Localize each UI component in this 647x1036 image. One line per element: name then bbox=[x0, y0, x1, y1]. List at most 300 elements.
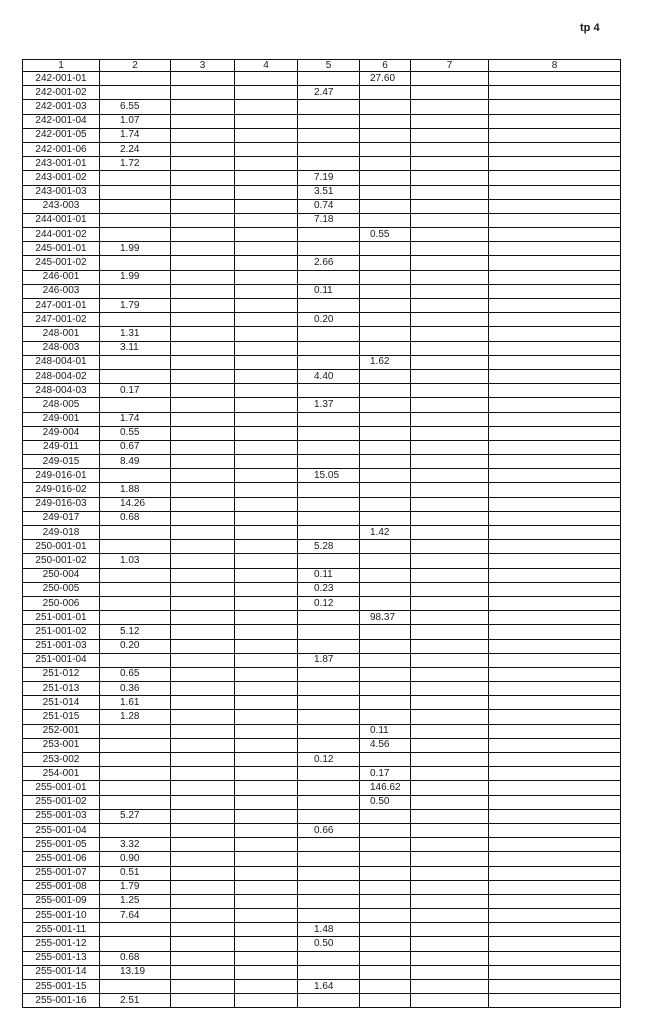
value-cell: 0.65 bbox=[100, 667, 171, 681]
value-cell: 0.23 bbox=[298, 582, 360, 596]
value-cell bbox=[489, 625, 621, 639]
value-cell bbox=[235, 228, 298, 242]
row-code-cell: 245-001-01 bbox=[23, 242, 100, 256]
value-cell bbox=[411, 526, 489, 540]
value-cell bbox=[489, 994, 621, 1008]
value-cell bbox=[360, 838, 411, 852]
value-cell bbox=[298, 611, 360, 625]
value-cell bbox=[360, 455, 411, 469]
value-cell bbox=[235, 923, 298, 937]
row-code-cell: 252-001 bbox=[23, 724, 100, 738]
value-cell bbox=[411, 823, 489, 837]
value-cell bbox=[360, 440, 411, 454]
value-cell bbox=[171, 838, 235, 852]
value-cell: 0.67 bbox=[100, 440, 171, 454]
value-cell bbox=[100, 526, 171, 540]
row-code-cell: 255-001-16 bbox=[23, 994, 100, 1008]
value-cell bbox=[298, 767, 360, 781]
value-cell bbox=[360, 696, 411, 710]
value-cell bbox=[489, 866, 621, 880]
value-cell bbox=[100, 72, 171, 86]
table-row bbox=[23, 937, 621, 951]
value-cell bbox=[298, 852, 360, 866]
value-cell bbox=[360, 653, 411, 667]
value-cell: 0.17 bbox=[100, 384, 171, 398]
table-row bbox=[23, 384, 621, 398]
value-cell bbox=[411, 994, 489, 1008]
value-cell bbox=[235, 526, 298, 540]
value-cell bbox=[411, 696, 489, 710]
value-cell bbox=[235, 951, 298, 965]
value-cell bbox=[360, 511, 411, 525]
value-cell: 0.20 bbox=[298, 313, 360, 327]
value-cell bbox=[100, 767, 171, 781]
value-cell bbox=[411, 440, 489, 454]
value-cell bbox=[411, 923, 489, 937]
value-cell bbox=[489, 313, 621, 327]
value-cell bbox=[360, 327, 411, 341]
row-code-cell: 243-001-02 bbox=[23, 171, 100, 185]
value-cell bbox=[360, 880, 411, 894]
value-cell bbox=[235, 171, 298, 185]
value-cell bbox=[235, 341, 298, 355]
row-code-cell: 242-001-04 bbox=[23, 114, 100, 128]
row-code-cell: 243-001-03 bbox=[23, 185, 100, 199]
value-cell bbox=[171, 809, 235, 823]
table-row bbox=[23, 355, 621, 369]
value-cell: 13.19 bbox=[100, 965, 171, 979]
row-code-cell: 251-001-04 bbox=[23, 653, 100, 667]
value-cell bbox=[411, 256, 489, 270]
value-cell bbox=[171, 923, 235, 937]
value-cell bbox=[489, 142, 621, 156]
value-cell bbox=[171, 682, 235, 696]
row-code-cell: 242-001-03 bbox=[23, 100, 100, 114]
value-cell: 0.12 bbox=[298, 753, 360, 767]
row-code-cell: 255-001-01 bbox=[23, 781, 100, 795]
table-row bbox=[23, 398, 621, 412]
value-cell: 0.50 bbox=[298, 937, 360, 951]
value-cell bbox=[298, 682, 360, 696]
table-row bbox=[23, 753, 621, 767]
table-row bbox=[23, 625, 621, 639]
value-cell bbox=[489, 696, 621, 710]
table-row bbox=[23, 256, 621, 270]
value-cell: 98.37 bbox=[360, 611, 411, 625]
value-cell: 8.49 bbox=[100, 455, 171, 469]
value-cell bbox=[171, 540, 235, 554]
value-cell bbox=[171, 795, 235, 809]
value-cell bbox=[171, 469, 235, 483]
value-cell bbox=[171, 767, 235, 781]
value-cell bbox=[100, 753, 171, 767]
value-cell bbox=[360, 980, 411, 994]
value-cell bbox=[298, 838, 360, 852]
value-cell bbox=[411, 909, 489, 923]
value-cell bbox=[298, 554, 360, 568]
value-cell bbox=[360, 284, 411, 298]
value-cell bbox=[235, 185, 298, 199]
value-cell bbox=[360, 937, 411, 951]
row-code-cell: 250-001-01 bbox=[23, 540, 100, 554]
table-row bbox=[23, 171, 621, 185]
row-code-cell: 255-001-09 bbox=[23, 894, 100, 908]
column-header: 8 bbox=[489, 60, 621, 72]
value-cell bbox=[171, 213, 235, 227]
table-row bbox=[23, 185, 621, 199]
value-cell bbox=[298, 625, 360, 639]
value-cell bbox=[235, 611, 298, 625]
row-code-cell: 242-001-01 bbox=[23, 72, 100, 86]
value-cell bbox=[171, 667, 235, 681]
value-cell bbox=[298, 128, 360, 142]
table-row bbox=[23, 923, 621, 937]
table-row bbox=[23, 781, 621, 795]
row-code-cell: 249-001 bbox=[23, 412, 100, 426]
value-cell bbox=[411, 753, 489, 767]
column-header: 3 bbox=[171, 60, 235, 72]
row-code-cell: 243-001-01 bbox=[23, 157, 100, 171]
value-cell bbox=[411, 880, 489, 894]
value-cell bbox=[360, 497, 411, 511]
value-cell bbox=[171, 142, 235, 156]
table-body bbox=[23, 72, 621, 1008]
value-cell bbox=[489, 114, 621, 128]
value-cell: 4.40 bbox=[298, 369, 360, 383]
value-cell bbox=[171, 738, 235, 752]
value-cell bbox=[489, 526, 621, 540]
value-cell bbox=[489, 540, 621, 554]
value-cell bbox=[235, 823, 298, 837]
value-cell bbox=[298, 781, 360, 795]
value-cell bbox=[489, 738, 621, 752]
row-code-cell: 251-001-03 bbox=[23, 639, 100, 653]
table-row bbox=[23, 696, 621, 710]
value-cell bbox=[171, 369, 235, 383]
value-cell bbox=[171, 909, 235, 923]
value-cell bbox=[360, 426, 411, 440]
value-cell bbox=[411, 582, 489, 596]
value-cell bbox=[235, 980, 298, 994]
value-cell bbox=[489, 682, 621, 696]
table-row bbox=[23, 483, 621, 497]
table-row bbox=[23, 157, 621, 171]
row-code-cell: 255-001-14 bbox=[23, 965, 100, 979]
value-cell bbox=[298, 440, 360, 454]
value-cell bbox=[235, 894, 298, 908]
value-cell: 0.11 bbox=[298, 284, 360, 298]
row-code-cell: 249-011 bbox=[23, 440, 100, 454]
row-code-cell: 255-001-13 bbox=[23, 951, 100, 965]
value-cell bbox=[171, 823, 235, 837]
value-cell: 1.79 bbox=[100, 299, 171, 313]
table-row bbox=[23, 980, 621, 994]
value-cell bbox=[489, 426, 621, 440]
row-code-cell: 255-001-04 bbox=[23, 823, 100, 837]
value-cell bbox=[171, 866, 235, 880]
value-cell bbox=[235, 795, 298, 809]
row-code-cell: 251-012 bbox=[23, 667, 100, 681]
value-cell bbox=[360, 568, 411, 582]
table-row bbox=[23, 511, 621, 525]
value-cell: 1.31 bbox=[100, 327, 171, 341]
value-cell bbox=[411, 384, 489, 398]
value-cell bbox=[298, 526, 360, 540]
value-cell: 0.11 bbox=[298, 568, 360, 582]
value-cell bbox=[489, 767, 621, 781]
value-cell bbox=[235, 540, 298, 554]
value-cell bbox=[360, 809, 411, 823]
value-cell bbox=[171, 753, 235, 767]
value-cell bbox=[298, 894, 360, 908]
value-cell bbox=[411, 511, 489, 525]
value-cell bbox=[360, 270, 411, 284]
table-row bbox=[23, 611, 621, 625]
value-cell bbox=[489, 980, 621, 994]
value-cell bbox=[411, 313, 489, 327]
value-cell bbox=[411, 327, 489, 341]
value-cell: 0.74 bbox=[298, 199, 360, 213]
row-code-cell: 246-003 bbox=[23, 284, 100, 298]
row-code-cell: 251-014 bbox=[23, 696, 100, 710]
row-code-cell: 250-006 bbox=[23, 596, 100, 610]
row-code-cell: 242-001-06 bbox=[23, 142, 100, 156]
value-cell bbox=[360, 100, 411, 114]
value-cell bbox=[411, 937, 489, 951]
value-cell bbox=[171, 951, 235, 965]
value-cell bbox=[489, 355, 621, 369]
value-cell bbox=[411, 682, 489, 696]
value-cell bbox=[360, 341, 411, 355]
value-cell bbox=[171, 994, 235, 1008]
value-cell bbox=[235, 625, 298, 639]
row-code-cell: 251-013 bbox=[23, 682, 100, 696]
value-cell bbox=[298, 299, 360, 313]
table-row bbox=[23, 213, 621, 227]
value-cell bbox=[411, 355, 489, 369]
value-cell bbox=[411, 866, 489, 880]
value-cell: 1.88 bbox=[100, 483, 171, 497]
value-cell bbox=[411, 114, 489, 128]
value-cell bbox=[489, 582, 621, 596]
table-row bbox=[23, 909, 621, 923]
value-cell bbox=[100, 228, 171, 242]
value-cell bbox=[100, 86, 171, 100]
value-cell bbox=[489, 100, 621, 114]
value-cell: 6.55 bbox=[100, 100, 171, 114]
row-code-cell: 255-001-10 bbox=[23, 909, 100, 923]
row-code-cell: 248-004-01 bbox=[23, 355, 100, 369]
value-cell bbox=[489, 611, 621, 625]
value-cell bbox=[489, 242, 621, 256]
value-cell bbox=[235, 653, 298, 667]
value-cell: 0.20 bbox=[100, 639, 171, 653]
value-cell bbox=[411, 412, 489, 426]
value-cell bbox=[489, 809, 621, 823]
value-cell: 1.79 bbox=[100, 880, 171, 894]
value-cell bbox=[489, 369, 621, 383]
value-cell bbox=[298, 228, 360, 242]
value-cell bbox=[100, 284, 171, 298]
value-cell bbox=[489, 894, 621, 908]
value-cell bbox=[411, 142, 489, 156]
value-cell: 1.25 bbox=[100, 894, 171, 908]
table-row bbox=[23, 852, 621, 866]
table-row bbox=[23, 738, 621, 752]
table-row bbox=[23, 341, 621, 355]
value-cell bbox=[235, 355, 298, 369]
value-cell bbox=[489, 753, 621, 767]
value-cell bbox=[298, 809, 360, 823]
value-cell: 1.48 bbox=[298, 923, 360, 937]
value-cell bbox=[360, 369, 411, 383]
value-cell bbox=[360, 213, 411, 227]
value-cell bbox=[360, 483, 411, 497]
value-cell bbox=[489, 568, 621, 582]
value-cell bbox=[360, 242, 411, 256]
value-cell bbox=[298, 242, 360, 256]
value-cell bbox=[171, 412, 235, 426]
value-cell bbox=[235, 440, 298, 454]
table-row bbox=[23, 128, 621, 142]
row-code-cell: 244-001-02 bbox=[23, 228, 100, 242]
value-cell bbox=[411, 341, 489, 355]
value-cell bbox=[489, 795, 621, 809]
value-cell bbox=[171, 483, 235, 497]
row-code-cell: 255-001-08 bbox=[23, 880, 100, 894]
value-cell bbox=[235, 469, 298, 483]
table-row bbox=[23, 866, 621, 880]
value-cell bbox=[298, 412, 360, 426]
row-code-cell: 251-001-02 bbox=[23, 625, 100, 639]
row-code-cell: 249-016-03 bbox=[23, 497, 100, 511]
value-cell bbox=[360, 753, 411, 767]
value-cell bbox=[360, 823, 411, 837]
value-cell bbox=[489, 724, 621, 738]
value-cell bbox=[171, 256, 235, 270]
value-cell bbox=[489, 554, 621, 568]
value-cell bbox=[235, 256, 298, 270]
value-cell: 7.18 bbox=[298, 213, 360, 227]
value-cell bbox=[171, 185, 235, 199]
value-cell bbox=[411, 100, 489, 114]
table-row bbox=[23, 412, 621, 426]
value-cell bbox=[360, 185, 411, 199]
table-row bbox=[23, 965, 621, 979]
table-row bbox=[23, 795, 621, 809]
table-row bbox=[23, 72, 621, 86]
value-cell bbox=[411, 299, 489, 313]
row-code-cell: 249-016-01 bbox=[23, 469, 100, 483]
value-cell bbox=[360, 384, 411, 398]
value-cell bbox=[489, 86, 621, 100]
value-cell bbox=[360, 171, 411, 185]
row-code-cell: 248-001 bbox=[23, 327, 100, 341]
table-row bbox=[23, 710, 621, 724]
value-cell bbox=[171, 384, 235, 398]
value-cell bbox=[100, 781, 171, 795]
table-header-row bbox=[23, 60, 621, 72]
value-cell bbox=[489, 880, 621, 894]
value-cell bbox=[171, 72, 235, 86]
value-cell bbox=[235, 426, 298, 440]
value-cell bbox=[171, 455, 235, 469]
row-code-cell: 242-001-02 bbox=[23, 86, 100, 100]
value-cell bbox=[489, 412, 621, 426]
table-row bbox=[23, 86, 621, 100]
value-cell bbox=[100, 313, 171, 327]
table-row bbox=[23, 667, 621, 681]
value-cell bbox=[411, 270, 489, 284]
value-cell bbox=[411, 951, 489, 965]
value-cell bbox=[171, 639, 235, 653]
value-cell bbox=[489, 781, 621, 795]
value-cell bbox=[360, 313, 411, 327]
value-cell bbox=[235, 284, 298, 298]
value-cell bbox=[171, 171, 235, 185]
value-cell: 1.64 bbox=[298, 980, 360, 994]
table-row bbox=[23, 838, 621, 852]
value-cell bbox=[298, 724, 360, 738]
value-cell bbox=[235, 682, 298, 696]
value-cell bbox=[171, 341, 235, 355]
row-code-cell: 248-003 bbox=[23, 341, 100, 355]
table-row bbox=[23, 682, 621, 696]
value-cell bbox=[489, 270, 621, 284]
value-cell bbox=[100, 937, 171, 951]
value-cell bbox=[298, 497, 360, 511]
value-cell bbox=[360, 86, 411, 100]
value-cell bbox=[411, 242, 489, 256]
value-cell bbox=[100, 568, 171, 582]
value-cell bbox=[489, 398, 621, 412]
value-cell bbox=[411, 653, 489, 667]
value-cell bbox=[235, 582, 298, 596]
value-cell bbox=[298, 384, 360, 398]
table-row bbox=[23, 582, 621, 596]
value-cell bbox=[411, 199, 489, 213]
row-code-cell: 246-001 bbox=[23, 270, 100, 284]
value-cell bbox=[360, 596, 411, 610]
value-cell bbox=[171, 582, 235, 596]
value-cell bbox=[100, 823, 171, 837]
value-cell bbox=[235, 511, 298, 525]
row-code-cell: 249-018 bbox=[23, 526, 100, 540]
value-cell bbox=[360, 852, 411, 866]
value-cell bbox=[171, 596, 235, 610]
value-cell: 1.42 bbox=[360, 526, 411, 540]
value-cell bbox=[235, 199, 298, 213]
value-cell bbox=[411, 639, 489, 653]
value-cell: 1.61 bbox=[100, 696, 171, 710]
value-cell bbox=[100, 369, 171, 383]
column-header: 5 bbox=[298, 60, 360, 72]
value-cell bbox=[489, 923, 621, 937]
value-cell bbox=[298, 142, 360, 156]
value-cell bbox=[489, 909, 621, 923]
value-cell bbox=[235, 483, 298, 497]
value-cell bbox=[171, 86, 235, 100]
value-cell: 0.11 bbox=[360, 724, 411, 738]
value-cell bbox=[411, 767, 489, 781]
value-cell bbox=[360, 667, 411, 681]
value-cell bbox=[411, 497, 489, 511]
value-cell bbox=[100, 185, 171, 199]
value-cell: 14.26 bbox=[100, 497, 171, 511]
row-code-cell: 255-001-07 bbox=[23, 866, 100, 880]
value-cell bbox=[360, 710, 411, 724]
table-row bbox=[23, 313, 621, 327]
